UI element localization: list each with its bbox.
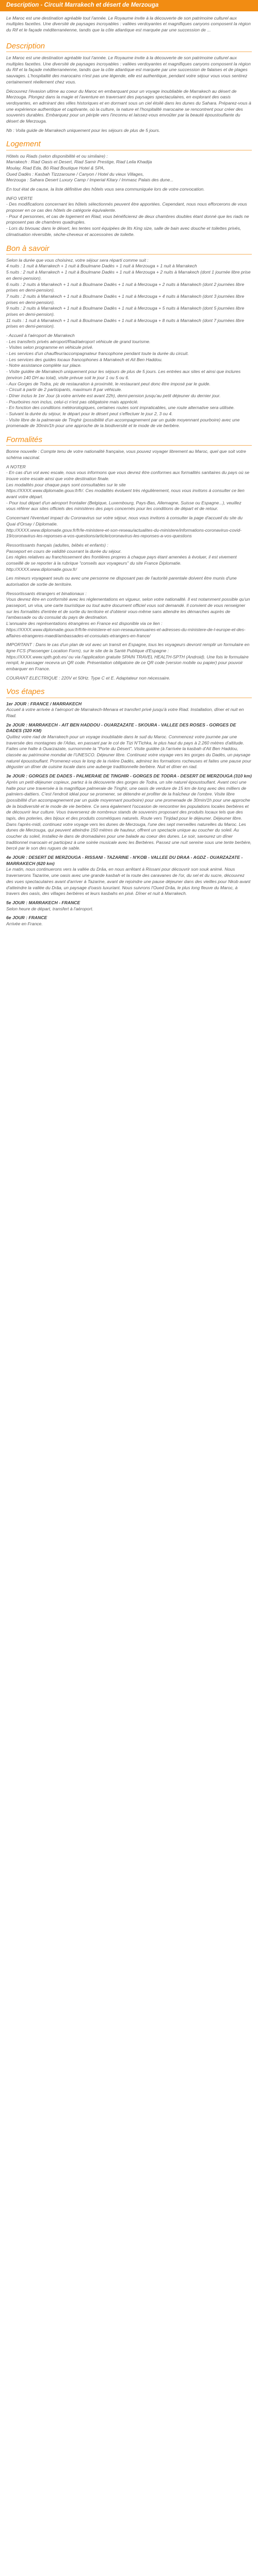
itinerary-day — [6, 915, 252, 927]
savoir-inclusions: - Accueil à l'aéroport de Marrakech - Les transferts privés aéroport/Riad/aéroport véhicule de grand tourisme. - Visites selon programme en véhicule privé. - Les services d'un chauffeur/accompagnateur francophone pendant toute la durée du circuit. - Les services des guides locaux francophones à Marrakech et Ait Ben Haddou. - Notre assistance complète sur place. - Visite guidée de Marrakech uniquement pour les séjours de plus de 5 jours. Les entrées aux sites et ainsi que inclures (environ 140 DH au total), visite prévue soit le jour 1 ou 5 ou 6. - Aux Gorges de Todra, pic de restauration à proximité, le restaurant peut donc être imposé par le guide. - Circuit à partir de 2 participants, maximum 8 par véhicule. - Dîner inclus le 1er Jour (à votre arrivée est avant 22h), demi-pension jusqu'au petit déjeuner du dernier jour. - Pourboires non inclus, celui-ci n'est pas obligatoire mais apprécié. - En fonction des conditions météorologiques, certaines routes sont impraticables, une route alternative sera utilisée. - Suivant la durée du séjour, le départ pour le désert peut s'effectuer le jour 2, 3 ou 4. - Visite libre de la palmeraie de Tinghir (possibilité d'un accompagnement par un guide moyennant pourboire) avec une promenade de 30min/1h pour une approche de la biodiversité et le mode de vie berbère. — [6, 333, 241, 429]
itinerary-day — [6, 900, 252, 912]
itinerary-day-text: Arrivée en France. — [6, 921, 43, 926]
itinerary-day-text: Après un petit-déjeuner copieux, partez à la découverte des gorges de Todra, un site naturel époustouflant. Avant ceci une halte pour une traversée à la magnifique palmeraie de Tinghir, une oasis de verdure de 15 km de long avec des milliers de palmiers-dattiers. C'est l'endroit idéal pour se promener, se détendre et profiter de la fraîcheur de l'ombre. Visite libre (possibilité d'un accompagnement par un guide moyennant pourboire) pour une promenade de 30min/1h pour une approche de la biodiversité et le mode de vie berbère. Ce sera également l'occasion de rencontrer les populations locales berbères et de découvrir leur culture. Vous traverserez de nombreux stands de souvenirs proposant des produits locaux tels que des tapis, des poteries, des bijoux et des produits cosmétiques naturels. Route vers Tinjdad pour le déjeuner. Déjeuner libre. Dans l'après-midi, continuez votre voyage vers les dunes de Merzouga, l'une des sept merveilles naturelles du Maroc. Les dunes de Merzouga, qui peuvent atteindre 150 mètres de hauteur, offrent un spectacle unique au coucher du soleil. Au coucher du soleil, installez-le dans de dromadaires pour une balade au coeur des dunes. Le soir, savourez un dîner traditionnel marocain et participez à une soirée musicale avec les Berbères. Passez une nuit sereine sous une tente berbère, bercé par le son des rugues de sable. — [6, 779, 252, 851]
formalites-paragraph: IMPORTANT : Dans le cas d'un plan de vol avec un transit en Espagne, tous les voyageurs devront remplir un formulaire en ligne FCS (Passenger Location Form), sur le site de la Santé Publique d'Espagne : https://XXXX.www.spth.gob.es/ ou via l'application gratuite SPAIN TRAVEL HEALTH-SPTH (Android). Une fois le formulaire rempli, le passager recevra un QR code. Présentation obligatoire de ce QR code (version mobile ou papier) pour pouvoir embarquer en France. — [6, 642, 250, 671]
section-title-description: Description — [6, 41, 45, 50]
savoir-durations: Selon la durée que vous choisirez, votre séjour sera réparti comme suit : 4 nuits : 1 nuit à Marrakech + 1 nuit à Boulmane Dadès + 1 nuit à Merzouga + 1 nuit à Marrakech 5 nuits : 2 nuit à Marrakech + 1 nuit à Boulmane Dadès + 1 nuit à Merzouga + 2 nuits à Marrakech (dont 1 journée libre prise en demi-pension). 6 nuits : 2 nuits à Marrakech + 1 nuit à Boulmane Dadès + 1 nuit à Merzouga + 2 nuits à Marrakech (dont 2 journées libre prises en demi-pension). 7 nuits : 2 nuits à Marrakech + 1 nuit à Boulmane Dadès + 1 nuit à Merzouga + 4 nuits à Marrakech (dont 3 journées libre prises en demi-pension). 9 nuits : 2 nuits à Marrakech + 1 nuit à Boulmane Dadès + 1 nuit à Merzouga + 5 nuits à Marrakech (dont 5 journées libre prises en demi-pension). 11 nuits : 1 nuit à Marrakech + 1 nuit à Boulmane Dadès + 1 nuit à Merzouga + 8 nuits à Marrakech (dont 7 journées libre prises en demi-pension). — [6, 257, 251, 329]
main-content — [0, 11, 258, 927]
section-logement — [6, 140, 252, 238]
description-paragraph: Découvrez l'évasion ultime au coeur du Maroc en embarquant pour un voyage inoubliable de Marrakech au désert de Merzouga. Plongez dans la magie et l'aventure en traversant des paysages spectaculaires, en explorant des oasis verdoyantes, en admirant des villes historiques et en dormant sous un ciel étoilé dans les dunes du Sahara. Préparez-vous à une expérience authentique et captivante, où la culture, la nature et l'hospitalité marocaine se rencontrent pour créer des souvenirs durables. Embarquez pour un périple vers l'inconnu et laissez-vous envoûter par la beauté époustouflante du désert de Merzouga. — [6, 88, 251, 124]
itinerary-day-text: Le matin, nous continuerons vers la vallée du Drâa, en nous arrêtant à Rissani pour découvrir son souk animé. Nous traverserons Tazarine, une oasis avec une grande kasbah et la route des caravanes de l'or, du sel et du sucre, découvrez des vues spectaculaires avant d'arriver à Tazarine, avant de rejoindre une pause déjeuner dans des vieilles pour Nkob avant d'atteindre la vallée du Drâa, un paysage d'oasis luxuriant. Nous suivrons l'Oued Drâa, le plus long fleuve du Maroc, à travers des oasis, des villages berbères et leurs kasbahs en pisé. Dîner et nuit à Marrakech. — [6, 867, 251, 896]
section-title-etapes: Vos étapes — [6, 687, 45, 697]
section-bon-a-savoir — [6, 244, 252, 430]
logement-hotels-list: Hôtels ou Riads (selon disponibilité et ou similaire) : Marrakech : Riad Oasis et Desert, Riad Samir Prestige, Riad Leila Khadija Moulay, Riad Eda, Bō Riad Boutique Hotel & SPA, Oued Dadès : Kasbah Tizzzaroune / Canyon / Hotel du vieux Villages, Merzouga : Sahara Desert Luxury Camp / Imperial Kitary / Immasc Palais des dune... — [6, 153, 174, 183]
itinerary-day-text: Selon heure de départ, transfert à l'aéroport. — [6, 906, 93, 911]
itinerary-day-text: Quittez votre riad de Marrakech pour un voyage inoubliable dans le sud du Maroc. Commencez votre journée par une traversée des montagnes de l'Atlas, en passant par le col de Tizi N'Tichka, le plus haut du pays à 2.260 mètres d'altitude. Faites une halte à Ouarzazate, surnommée la "Porte du Désert". Visite guidée (à l'arrivée la kasbah d'Ait Ben Haddou, classée au patrimoine mondial de l'UNESCO. Déjeuner libre. Continuez votre voyage vers les gorges du Dadès, un paysage naturel époustouflant. Promenez-vous le long de la rivière Dadès, admirez les formations rocheuses et faites une pause pour déguster un dîner de cuisine locale dans une auberge traditionnelle berbère. Nuit et dîner en riad. — [6, 734, 251, 770]
logement-info-verte: INFO VERTE - Des modifications concernant les hôtels sélectionnés peuvent être apportées. Cependant, nous nous efforcerons de vous proposer en ce cas des hôtels de catégorie équivalente. - Pour 4 personnes, et cas de logement en Riad, vous bénéficierez de deux chambres doubles étant donné que les riads ne proposent pas de chambres quadruples. - Lors du bivouac dans le désert, les tentes sont équipées de lits King size, salle de bain avec douche et toilettes privés, climatisation réversible, sèche-cheveux et accessoires de toilette. — [6, 195, 249, 237]
section-title-bon-a-savoir: Bon à savoir — [6, 244, 50, 253]
section-title-formalites: Formalités — [6, 435, 43, 445]
itinerary-day-title: 3e JOUR : GORGES DE DADES - PALMERAIE DE TINGHIR - GORGES DE TODRA - DESERT DE MERZOUGA (310 km) — [6, 773, 252, 779]
section-title-logement: Logement — [6, 140, 41, 149]
page-title-banner: Description - Circuit Marrakech et désert de Merzouga — [0, 0, 258, 11]
itinerary-day-title: 5e JOUR : MARRAKECH - FRANCE — [6, 900, 80, 905]
section-formalites — [6, 435, 252, 681]
itinerary-day — [6, 773, 252, 852]
itinerary-day-title: 1er JOUR : FRANCE / MARRAKECH — [6, 701, 82, 706]
formalites-paragraph: Bonne nouvelle : Compte tenu de votre nationalité française, vous pouvez voyager librement au Maroc, quel que soit votre schéma vaccinal. — [6, 449, 246, 460]
formalites-paragraph: Concernant l'éventuel impact du Coronavirus sur votre séjour, nous vous invitons à consulter la page d'accueil du site du Quai d'Orsay / Diplomatie. http://XXXX.www.diplomatie.gouv.fr/fr/le-ministere-et-son-reseau/actualites-du-ministere/informations-coronavirus-covid-19/coronavirus-les-reponses-a-vos-questions/article/coronavirus-les-reponses-a-vos-questions — [6, 515, 243, 539]
itinerary-day-title: 2e JOUR : MARRAKECH - AIT BEN HADDOU - OUARZAZATE - SKOURA - VALLEE DES ROSES - GORGES DE DADES (320 KM) — [6, 722, 236, 734]
section-description — [6, 42, 252, 134]
intro-summary: Le Maroc est une destination agréable tout l'année. Le Royaume invite à la découverte de son patrimoine culturel aux multiples facettes. Une diversité de paysages incroyables : vallées verdoyantes et magnifiques canyons composent la région du Rif et le façade méditerranéenne, tandis que la côte atlantique est marquée par une succession de ... — [6, 15, 251, 33]
logement-paragraph: En tout état de cause, la liste définitive des hôtels vous sera communiquée lors de votre convocation. — [6, 187, 205, 192]
itinerary-day-title: 6e JOUR : FRANCE — [6, 915, 47, 921]
itinerary-day-text: Accueil à votre arrivée à l'aéroport de Marrakech-Menara et transfert privé jusqu'à votre Riad. Installation, dîner et nuit en Riad. — [6, 707, 244, 718]
formalites-paragraph: Ressortissants français (adultes, bébés et enfants) : Passeport en cours de validité couvrant la durée du séjour. Les règles relatives au franchissement des frontières propres à chaque pays étant amenées à évoluer, il est vivement conseillé de se reporter à la rubrique "conseils aux voyageurs" du site France Diplomatie. http://XXXX.www.diplomatie.gouv.fr/ — [6, 542, 237, 572]
section-etapes — [6, 687, 252, 927]
formalites-paragraph: Ressortissants étrangers et binationaux : Vous devrez être en conformité avec les réglementations en vigueur, selon votre nationalité. Il est notamment possible qu'un passeport, un visa, une carte touristique ou tout autre document officiel vous soit demandé. Il convient de vous renseigner sur les formalités d'entrée et de sortie du territoire et d'obtenir vous-même sans attendre les démarches auprès de l'ambassade ou du consulat du pays de destination. L'annuaire des représentations étrangères en France est disponible via ce lien : https://XXXX.www.diplomatie.gouv.fr/fr/le-ministere-et-son-reseau/annuaires-et-adresses-du-ministere-de-l-europe-et-des-affaires-etrangeres-maedi/ambassades-et-consulats-etrangers-en-france/ — [6, 590, 250, 638]
itinerary-day — [6, 855, 252, 897]
itinerary-day-title: 4e JOUR : DESERT DE MERZOUGA - RISSANI - TAZARINE - N'KOB - VALLEE DU DRAA - AGDZ - OUARZAZATE - MARRAKECH (620 km) — [6, 855, 243, 866]
itinerary-day — [6, 722, 252, 771]
section-divider — [6, 254, 252, 255]
formalites-paragraph: A NOTER - En cas d'un vol avec escale, nous vous informons que vous devrez être conformes aux formalités sanitaires du pays où se trouve votre escale ainsi que votre destination finale. Les modalités pour chaque pays sont consultables sur le site https://XXXX.www.diplomatie.gouv.fr/fr/. Ces modalités évoluent très régulièrement, nous vous invitons à consulter ce lien avant votre départ. - Pour tout départ d'un aéroport frontalier (Belgique, Luxembourg, Pays-Bas, Allemagne, Suisse ou Espagne...), veuillez vous référer aux sites officiels des ministères des pays concernés pour les conditions de départ et de retour. — [6, 464, 250, 512]
formalites-paragraph: Les mineurs voyageant seuls ou avec une personne ne disposant pas de l'autorité parentale doivent être munis d'une autorisation de sortie de territoire. — [6, 575, 237, 587]
section-divider — [6, 445, 252, 446]
formalites-paragraph: COURANT ELECTRIQUE : 220V et 50Hz. Type C et E. Adaptateur non nécessaire. — [6, 675, 171, 681]
description-note: Nb : Voila guide de Marrakech uniquement pour les séjours de plus de 5 jours. — [6, 127, 160, 133]
description-paragraph: Le Maroc est une destination agréable tout l'année. Le Royaume invite à la découverte de son patrimoine culturel aux multiples facettes. Une diversité de paysages incroyables : vallées verdoyantes et magnifiques canyons composent la région du Rif et la façade méditerranéenne, tandis que la côte atlantique est marquée par une succession de falaises et de plages sauvages. L'hospitalité des marocains n'est pas une légende, elle est authentique, pendant votre séjour vous vous sentirez certainement réellement chez vous. — [6, 55, 251, 84]
itinerary-day — [6, 701, 252, 719]
